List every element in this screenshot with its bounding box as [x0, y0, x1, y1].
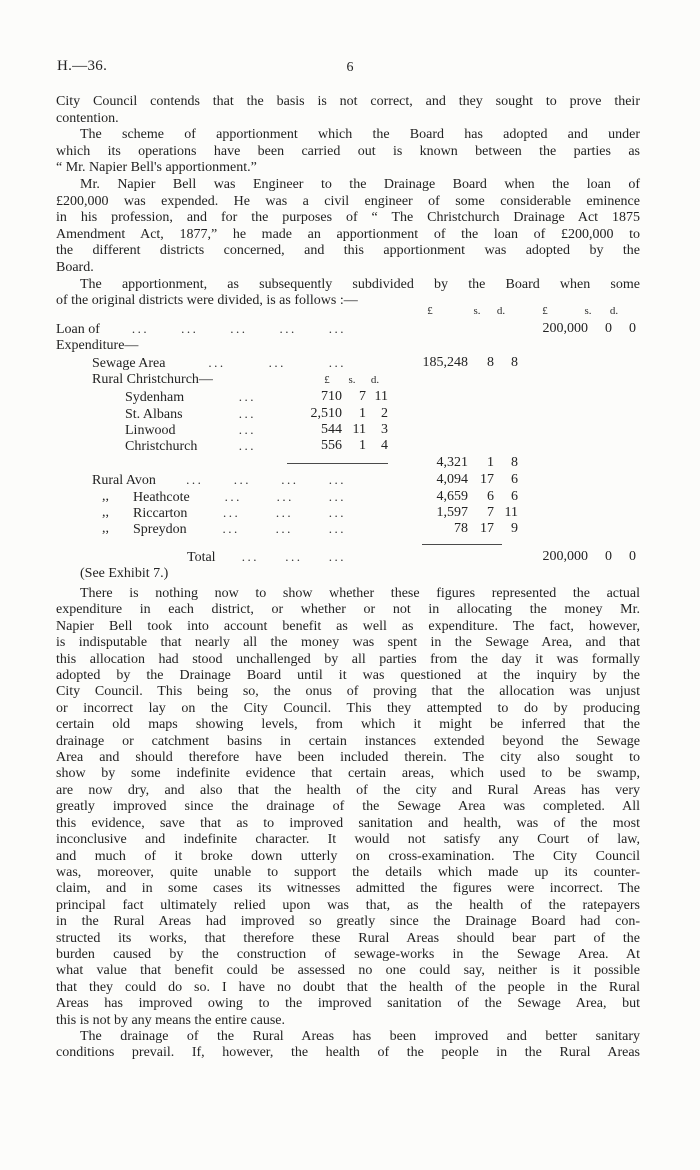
amount-shillings: 1 [487, 455, 494, 470]
table-row-linwood [56, 422, 660, 438]
leader-dots: ... [328, 505, 346, 520]
amount-shillings: 1 [359, 438, 366, 453]
body-line: The scheme of apportionment which the Board has adopted and under [80, 127, 640, 143]
row-label-cell [133, 489, 346, 506]
leader-dots: ... [328, 321, 346, 336]
body-line: this allocation had stood unchallenged by all parties from the day it was formally [56, 651, 640, 667]
table-row-expenditure [56, 338, 660, 354]
leader-dots: ... [328, 472, 346, 487]
leader-dots: ... [238, 389, 256, 404]
ditto-mark: ,, [102, 505, 109, 520]
ledger-table [56, 305, 660, 587]
amount-shillings: 11 [352, 422, 366, 437]
body-line: structed its works, that therefore these Rural Areas should bear part of the [56, 930, 640, 946]
body-line: claim, and in some cases its witnesses admitted the figures were incorrect. The [56, 881, 640, 897]
body-line: contention. [56, 110, 119, 126]
leader-dots: ... [186, 472, 204, 487]
row-label-cell [133, 505, 346, 522]
amount-pounds: 4,659 [436, 489, 468, 504]
leader-dots: ... [222, 521, 240, 536]
amount-pence: 3 [381, 422, 388, 437]
leader-dots: ... [285, 549, 303, 564]
row-label: Loan of [56, 322, 100, 337]
row-label: Expenditure— [56, 338, 139, 353]
row-label-cell [92, 472, 346, 489]
row-label-cell [92, 355, 346, 372]
row-label: Rural Avon [92, 473, 156, 488]
leader-dots: ... [276, 489, 294, 504]
amount-shillings: 1 [359, 406, 366, 421]
table-row-rural-avon [56, 472, 660, 488]
body-line: Area and should therefore have been included therein. The city also sought to [56, 750, 640, 766]
body-line: drainage or catchment basins in certain instances extended beyond the Sewage [56, 733, 640, 749]
leader-dots: ... [279, 321, 297, 336]
column-header-inner-shillings: s. [348, 374, 356, 386]
amount-shillings: 17 [480, 472, 494, 487]
body-line: £200,000 was expended. He was a civil engineer of some considerable eminence [56, 193, 640, 209]
table-row-christchurch [56, 438, 660, 454]
body-line: and much of it broke down utterly on cross-examination. The City Council [56, 848, 640, 864]
row-label: Christchurch [125, 439, 198, 454]
leader-dots: ... [275, 521, 293, 536]
amount-pounds: 544 [321, 422, 342, 437]
body-line: show by some indefinite evidence that certain areas, which used to be swamp, [56, 766, 640, 782]
body-line: City Council. This being so, the onus of proving that the allocation was unjust [56, 684, 640, 700]
row-label: Spreydon [133, 522, 187, 537]
row-label-cell [125, 438, 256, 455]
leader-dots: ... [268, 355, 286, 370]
ditto-mark: ,, [102, 489, 109, 504]
body-line: adopted by the Drainage Board until it was questioned at the inquiry by the [56, 668, 640, 684]
amount-shillings: 0 [605, 549, 612, 564]
body-line: The drainage of the Rural Areas has been improved and better sanitary [80, 1028, 640, 1044]
leader-dots: ... [208, 355, 226, 370]
amount-pence: 9 [511, 521, 518, 536]
amount-pounds: 710 [321, 389, 342, 404]
leader-dots: ... [241, 549, 260, 564]
body-line: which its operations have been carried out is known between the parties as [56, 143, 640, 159]
row-label-cell [133, 521, 346, 538]
leader-dots: ... [238, 406, 256, 421]
doc-reference: H.—36. [57, 58, 108, 74]
amount-pounds: 200,000 [542, 321, 588, 336]
amount-shillings: 8 [487, 355, 494, 370]
paragraphs-bottom [56, 586, 640, 1062]
column-header-g2-pence: d. [609, 305, 619, 317]
body-line: Board. [56, 259, 94, 275]
body-line: what value that benefit could be assessed no one could say, neither is it possible [56, 963, 640, 979]
body-line: was, moreover, quite unable to support the details which made up its counter- [56, 864, 640, 880]
table-row-heathcote [56, 489, 660, 505]
body-line: inconclusive and indefinite character. It would not satisfy any Court of law, [56, 832, 640, 848]
table-row-sydenham [56, 389, 660, 405]
body-line: greatly improved since the drainage of the Sewage Area was completed. All [56, 799, 640, 815]
amount-pounds: 1,597 [436, 505, 468, 520]
leader-dots: ... [230, 321, 248, 336]
amount-pence: 11 [374, 389, 388, 404]
amount-pounds: 200,000 [542, 549, 588, 564]
amount-pence: 8 [511, 455, 518, 470]
leader-dots: ... [328, 489, 346, 504]
body-line: The apportionment, as subsequently subdivided by the Board when some [80, 276, 640, 292]
body-line: certain old maps showing levels, from which it might be inferred that the [56, 717, 640, 733]
page-number: 6 [346, 60, 354, 75]
table-row-see-exhibit [56, 566, 660, 582]
body-line: in the Rural Areas had improved so greatly since the Drainage Board had con- [56, 914, 640, 930]
column-header-g1-pence: d. [496, 305, 506, 317]
column-header-inner-pounds: £ [324, 374, 330, 386]
amount-pence: 11 [504, 505, 518, 520]
body-line: conditions prevail. If, however, the health of the people in the Rural Areas [56, 1045, 640, 1061]
total-rule [422, 544, 502, 545]
row-label: Heathcote [133, 490, 190, 505]
body-line: this evidence, save that as to improved sanitation and health, was of the most [56, 815, 640, 831]
amount-pence: 0 [629, 321, 636, 336]
amount-pence: 0 [629, 549, 636, 564]
body-line: There is nothing now to show whether these figures represented the actual [80, 586, 640, 601]
amount-shillings: 7 [359, 389, 366, 404]
leader-dots: ... [223, 505, 241, 520]
paragraphs-top [56, 94, 640, 310]
amount-shillings: 0 [605, 321, 612, 336]
subtotal-rule [287, 463, 388, 464]
table-row-total [56, 549, 660, 565]
body-line: Amendment Act, 1877,” he made an apportionment of the loan of £200,000 to [56, 226, 640, 242]
column-header-inner-pence: d. [370, 374, 380, 386]
amount-pounds: 185,248 [422, 355, 468, 370]
body-line: of the original districts were divided, is as follows :— [56, 293, 358, 309]
table-row-st-albans [56, 406, 660, 422]
amount-pence: 4 [381, 438, 388, 453]
body-line: that they could do so. I have no doubt that the health of the people in the Rural [56, 979, 640, 995]
column-header-g2-pounds: £ [542, 305, 548, 317]
row-label: Total [187, 550, 216, 565]
row-label: Linwood [125, 423, 176, 438]
body-line: expenditure in each district, or whether or not in allocating the money Mr. [56, 602, 640, 618]
leader-dots: ... [181, 321, 199, 336]
leader-dots: ... [238, 422, 256, 437]
leader-dots: ... [281, 472, 299, 487]
leader-dots: ... [131, 321, 150, 336]
row-label: Rural Christchurch— [92, 372, 213, 387]
body-line: the different districts concerned, and this apportionment was adopted by the [56, 243, 640, 259]
row-label: Sewage Area [92, 356, 166, 371]
row-label: Sydenham [125, 390, 185, 405]
amount-shillings: 7 [487, 505, 494, 520]
row-label: St. Albans [125, 407, 183, 422]
ditto-mark: ,, [102, 521, 109, 536]
body-line: in his profession, and for the purposes of “ The Christchurch Drainage Act 1875 [56, 210, 640, 226]
body-line: principal fact ultimately relied upon was that, as the health of the ratepayers [56, 897, 640, 913]
leader-dots: ... [238, 438, 256, 453]
leader-dots: ... [328, 355, 346, 370]
body-line: or incorrect lay on the City Council. This they attempted to do by producing [56, 700, 640, 716]
amount-pounds: 4,321 [436, 455, 468, 470]
row-label-cell [187, 549, 346, 566]
leader-dots: ... [275, 505, 294, 520]
row-label-cell [56, 321, 346, 338]
table-row-rural-chch-subtotal [56, 455, 660, 471]
body-line: City Council contends that the basis is not correct, and they sought to prove their [56, 94, 640, 109]
amount-pounds: 2,510 [310, 406, 342, 421]
row-label-cell [125, 389, 256, 406]
leader-dots: ... [328, 549, 346, 564]
body-line: is indisputable that nearly all the money was spent in the Sewage Area, and that [56, 635, 640, 651]
body-line: burden caused by the construction of sewage-works in the Sewage Area. At [56, 946, 640, 962]
amount-pounds: 78 [454, 521, 468, 536]
leader-dots: ... [233, 472, 251, 487]
amount-pence: 6 [511, 472, 518, 487]
row-label-cell [125, 406, 256, 423]
table-row-loan [56, 321, 660, 337]
amount-shillings: 17 [480, 521, 494, 536]
row-label-cell [125, 422, 256, 439]
body-line: this is not by any means the entire cause. [56, 1012, 285, 1028]
amount-pounds: 4,094 [436, 472, 468, 487]
amount-pence: 2 [381, 406, 388, 421]
table-row-sewage-area [56, 355, 660, 371]
amount-pence: 8 [511, 355, 518, 370]
amount-pounds: 556 [321, 438, 342, 453]
body-line: Areas has improved owing to the improved sanitation of the Sewage Area, but [56, 996, 640, 1012]
row-label: (See Exhibit 7.) [80, 566, 169, 581]
amount-shillings: 6 [487, 489, 494, 504]
table-row-spreydon [56, 521, 660, 537]
amount-pence: 6 [511, 489, 518, 504]
body-line: are now dry, and also that the health of the city and Rural Areas has very [56, 782, 640, 798]
body-line: Napier Bell took into account benefit as well as expenditure. The fact, however, [56, 618, 640, 634]
body-line: Mr. Napier Bell was Engineer to the Drainage Board when the loan of [80, 176, 640, 192]
table-row-riccarton [56, 505, 660, 521]
body-line: “ Mr. Napier Bell's apportionment.” [56, 160, 257, 176]
leader-dots: ... [224, 489, 242, 504]
column-header-g2-shillings: s. [584, 305, 592, 317]
column-header-g1-pounds: £ [427, 305, 433, 317]
leader-dots: ... [328, 521, 346, 536]
table-row-rural-christchurch [56, 372, 660, 388]
row-label: Riccarton [133, 506, 188, 521]
column-header-g1-shillings: s. [473, 305, 481, 317]
